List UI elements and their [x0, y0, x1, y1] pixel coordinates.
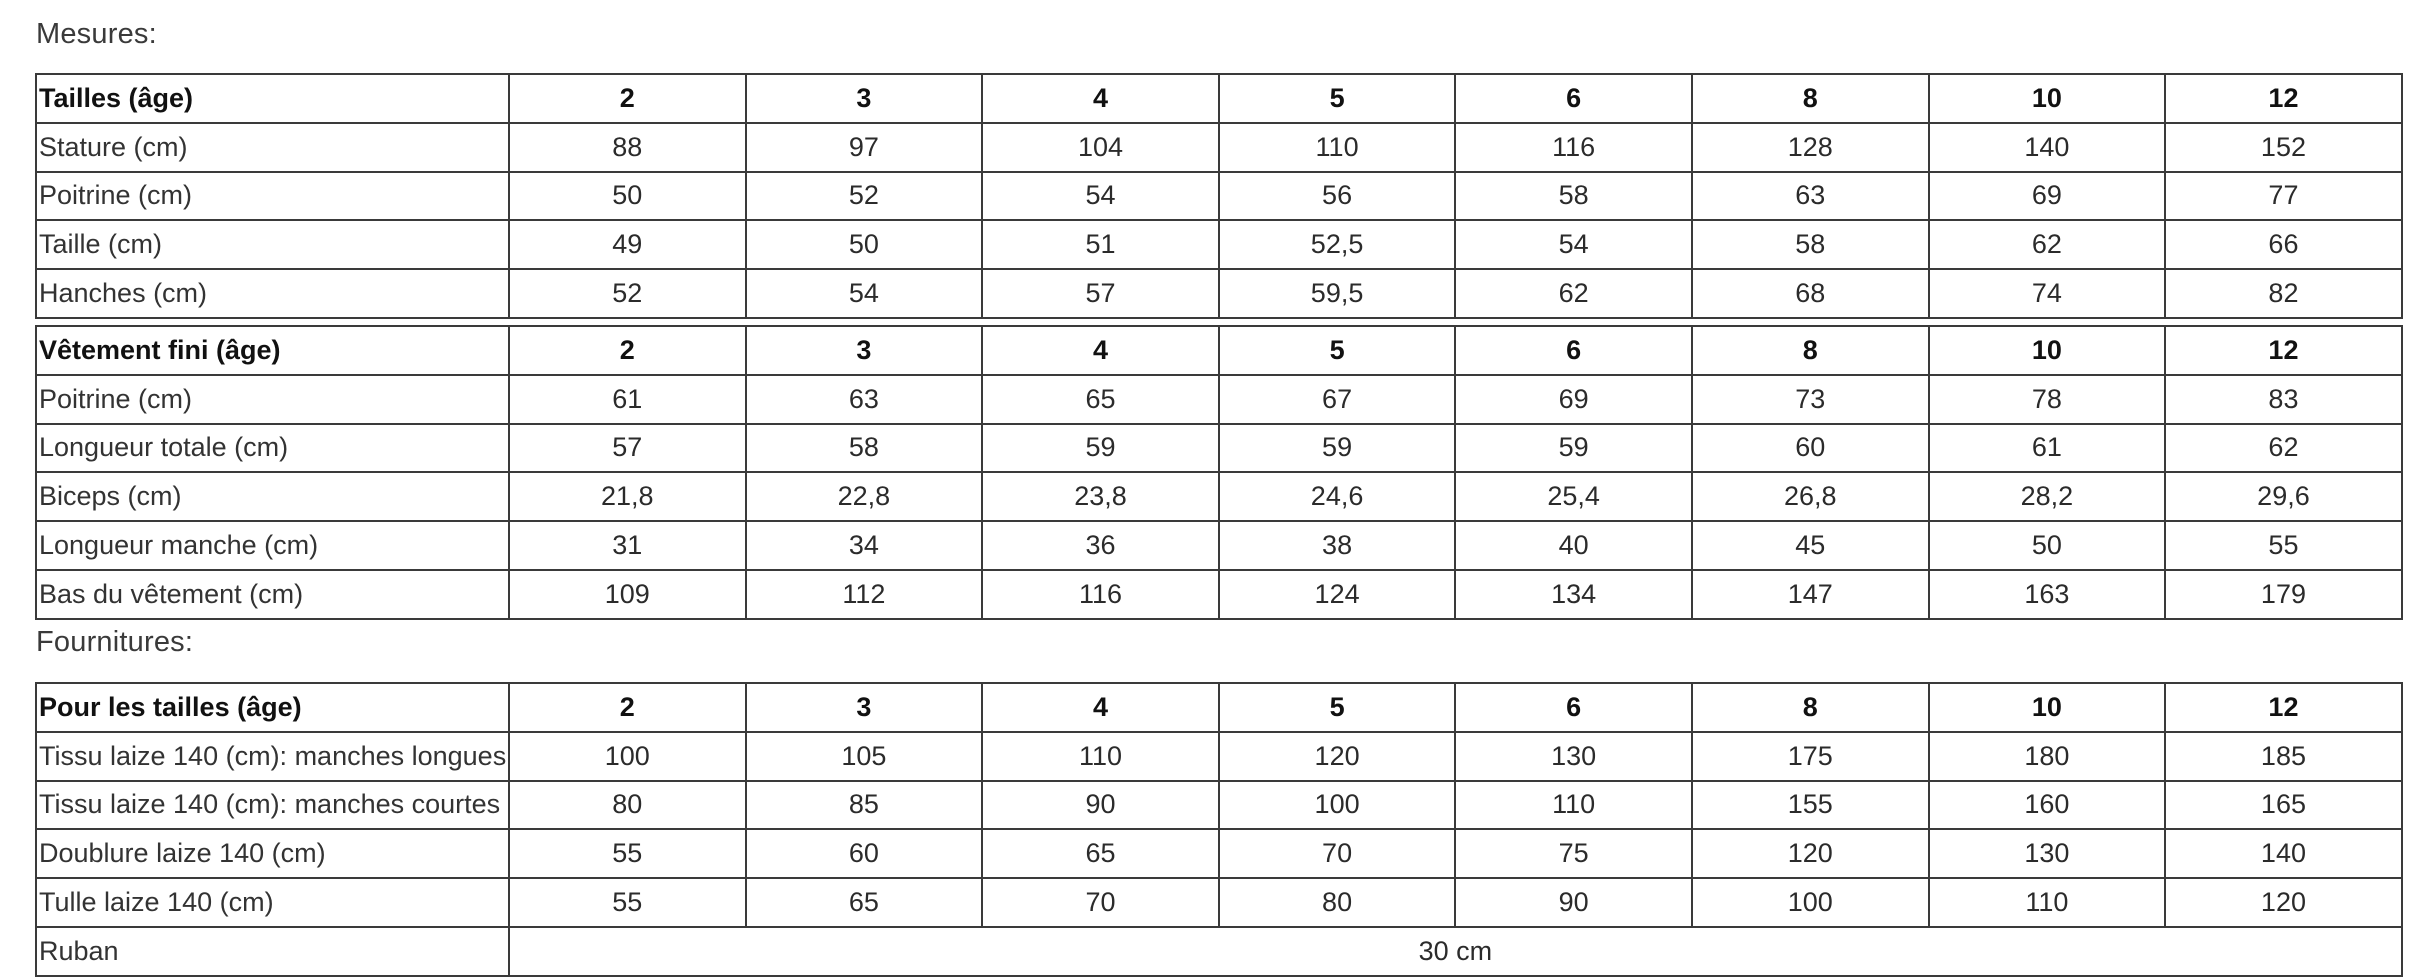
- value-cell: 116: [982, 570, 1219, 619]
- value-cell: 97: [746, 123, 983, 172]
- header-cell-size: 3: [746, 74, 983, 123]
- value-cell: 54: [982, 172, 1219, 221]
- value-cell: 110: [982, 732, 1219, 781]
- value-cell: 26,8: [1692, 472, 1929, 521]
- value-cell: 110: [1455, 781, 1692, 830]
- table-row: [36, 829, 2402, 878]
- value-cell: 100: [1692, 878, 1929, 927]
- value-cell: 180: [1929, 732, 2166, 781]
- value-cell: 130: [1929, 829, 2166, 878]
- value-cell: 57: [509, 424, 746, 473]
- value-cell: 22,8: [746, 472, 983, 521]
- header-cell-size: 5: [1219, 74, 1456, 123]
- table-mesures: [35, 73, 2403, 319]
- value-cell: 63: [746, 375, 983, 424]
- value-cell: 45: [1692, 521, 1929, 570]
- value-cell: 58: [746, 424, 983, 473]
- header-cell-size: 10: [1929, 683, 2166, 732]
- value-cell: 179: [2165, 570, 2402, 619]
- value-cell: 65: [982, 829, 1219, 878]
- value-cell: 73: [1692, 375, 1929, 424]
- value-cell: 110: [1929, 878, 2166, 927]
- table-row: [36, 570, 2402, 619]
- value-cell: 110: [1219, 123, 1456, 172]
- value-cell: 68: [1692, 269, 1929, 318]
- value-cell: 75: [1455, 829, 1692, 878]
- value-cell: 165: [2165, 781, 2402, 830]
- row-label-cell: Tissu laize 140 (cm): manches courtes: [36, 781, 509, 830]
- value-cell: 120: [2165, 878, 2402, 927]
- value-cell: 36: [982, 521, 1219, 570]
- header-cell-size: 12: [2165, 326, 2402, 375]
- header-cell-size: 2: [509, 683, 746, 732]
- value-cell: 69: [1455, 375, 1692, 424]
- value-cell: 104: [982, 123, 1219, 172]
- header-cell-size: 3: [746, 326, 983, 375]
- value-cell: 25,4: [1455, 472, 1692, 521]
- value-cell: 52: [509, 269, 746, 318]
- value-cell: 80: [509, 781, 746, 830]
- value-cell: 59: [982, 424, 1219, 473]
- value-cell: 83: [2165, 375, 2402, 424]
- table-header-row: [36, 683, 2402, 732]
- table-row: [36, 123, 2402, 172]
- header-cell-size: 2: [509, 326, 746, 375]
- value-cell: 21,8: [509, 472, 746, 521]
- value-cell: 23,8: [982, 472, 1219, 521]
- section-label-mesures: Mesures:: [36, 18, 157, 50]
- value-cell: 109: [509, 570, 746, 619]
- value-cell: 60: [746, 829, 983, 878]
- header-cell-size: 8: [1692, 683, 1929, 732]
- value-cell: 52,5: [1219, 220, 1456, 269]
- row-label-cell: Hanches (cm): [36, 269, 509, 318]
- header-cell-size: 10: [1929, 326, 2166, 375]
- value-cell: 28,2: [1929, 472, 2166, 521]
- row-label-cell: Longueur manche (cm): [36, 521, 509, 570]
- value-cell: 124: [1219, 570, 1456, 619]
- value-cell: 55: [2165, 521, 2402, 570]
- row-label-cell: Tulle laize 140 (cm): [36, 878, 509, 927]
- row-label-cell: Poitrine (cm): [36, 375, 509, 424]
- row-label-cell: Bas du vêtement (cm): [36, 570, 509, 619]
- value-cell: 61: [509, 375, 746, 424]
- value-cell: 55: [509, 829, 746, 878]
- value-cell: 163: [1929, 570, 2166, 619]
- value-cell: 82: [2165, 269, 2402, 318]
- table-row: [36, 521, 2402, 570]
- ruban-value-cell: 30 cm: [509, 927, 2402, 976]
- row-label-cell: Longueur totale (cm): [36, 424, 509, 473]
- value-cell: 57: [982, 269, 1219, 318]
- value-cell: 128: [1692, 123, 1929, 172]
- value-cell: 69: [1929, 172, 2166, 221]
- value-cell: 85: [746, 781, 983, 830]
- value-cell: 62: [1929, 220, 2166, 269]
- value-cell: 50: [509, 172, 746, 221]
- value-cell: 152: [2165, 123, 2402, 172]
- table-fournitures: [35, 682, 2403, 977]
- table-row: [36, 172, 2402, 221]
- value-cell: 116: [1455, 123, 1692, 172]
- value-cell: 58: [1455, 172, 1692, 221]
- row-label-cell: Doublure laize 140 (cm): [36, 829, 509, 878]
- header-cell-size: 10: [1929, 74, 2166, 123]
- row-label-cell: Ruban: [36, 927, 509, 976]
- value-cell: 90: [1455, 878, 1692, 927]
- table-header-row: [36, 74, 2402, 123]
- value-cell: 31: [509, 521, 746, 570]
- value-cell: 65: [982, 375, 1219, 424]
- row-label-cell: Stature (cm): [36, 123, 509, 172]
- table-header-row: [36, 326, 2402, 375]
- section-label-fournitures: Fournitures:: [36, 626, 194, 658]
- table-row: [36, 878, 2402, 927]
- value-cell: 175: [1692, 732, 1929, 781]
- header-cell-label: Tailles (âge): [36, 74, 509, 123]
- value-cell: 52: [746, 172, 983, 221]
- value-cell: 40: [1455, 521, 1692, 570]
- header-cell-label: Vêtement fini (âge): [36, 326, 509, 375]
- header-cell-size: 3: [746, 683, 983, 732]
- value-cell: 59,5: [1219, 269, 1456, 318]
- value-cell: 100: [1219, 781, 1456, 830]
- value-cell: 34: [746, 521, 983, 570]
- row-label-cell: Tissu laize 140 (cm): manches longues: [36, 732, 509, 781]
- value-cell: 58: [1692, 220, 1929, 269]
- value-cell: 65: [746, 878, 983, 927]
- header-cell-size: 6: [1455, 683, 1692, 732]
- table-row: [36, 732, 2402, 781]
- value-cell: 29,6: [2165, 472, 2402, 521]
- value-cell: 62: [2165, 424, 2402, 473]
- value-cell: 147: [1692, 570, 1929, 619]
- value-cell: 49: [509, 220, 746, 269]
- table-row: [36, 781, 2402, 830]
- header-cell-size: 6: [1455, 74, 1692, 123]
- value-cell: 100: [509, 732, 746, 781]
- value-cell: 134: [1455, 570, 1692, 619]
- table-row: [36, 220, 2402, 269]
- value-cell: 155: [1692, 781, 1929, 830]
- value-cell: 90: [982, 781, 1219, 830]
- value-cell: 80: [1219, 878, 1456, 927]
- value-cell: 74: [1929, 269, 2166, 318]
- value-cell: 66: [2165, 220, 2402, 269]
- table-row: [36, 375, 2402, 424]
- value-cell: 50: [746, 220, 983, 269]
- value-cell: 140: [1929, 123, 2166, 172]
- value-cell: 88: [509, 123, 746, 172]
- value-cell: 38: [1219, 521, 1456, 570]
- header-cell-label: Pour les tailles (âge): [36, 683, 509, 732]
- value-cell: 70: [982, 878, 1219, 927]
- header-cell-size: 2: [509, 74, 746, 123]
- value-cell: 112: [746, 570, 983, 619]
- value-cell: 59: [1455, 424, 1692, 473]
- row-label-cell: Poitrine (cm): [36, 172, 509, 221]
- value-cell: 24,6: [1219, 472, 1456, 521]
- value-cell: 185: [2165, 732, 2402, 781]
- value-cell: 77: [2165, 172, 2402, 221]
- table-vetement-fini: [35, 325, 2403, 620]
- table-row-ruban: [36, 927, 2402, 976]
- header-cell-size: 12: [2165, 683, 2402, 732]
- value-cell: 62: [1455, 269, 1692, 318]
- header-cell-size: 5: [1219, 326, 1456, 375]
- value-cell: 54: [746, 269, 983, 318]
- header-cell-size: 12: [2165, 74, 2402, 123]
- table-row: [36, 269, 2402, 318]
- header-cell-size: 4: [982, 74, 1219, 123]
- value-cell: 61: [1929, 424, 2166, 473]
- value-cell: 70: [1219, 829, 1456, 878]
- value-cell: 54: [1455, 220, 1692, 269]
- value-cell: 120: [1692, 829, 1929, 878]
- header-cell-size: 8: [1692, 326, 1929, 375]
- value-cell: 51: [982, 220, 1219, 269]
- table-row: [36, 424, 2402, 473]
- header-cell-size: 8: [1692, 74, 1929, 123]
- value-cell: 78: [1929, 375, 2166, 424]
- value-cell: 50: [1929, 521, 2166, 570]
- value-cell: 140: [2165, 829, 2402, 878]
- value-cell: 59: [1219, 424, 1456, 473]
- value-cell: 63: [1692, 172, 1929, 221]
- header-cell-size: 6: [1455, 326, 1692, 375]
- row-label-cell: Taille (cm): [36, 220, 509, 269]
- table-row: [36, 472, 2402, 521]
- value-cell: 60: [1692, 424, 1929, 473]
- value-cell: 55: [509, 878, 746, 927]
- value-cell: 67: [1219, 375, 1456, 424]
- header-cell-size: 5: [1219, 683, 1456, 732]
- value-cell: 120: [1219, 732, 1456, 781]
- value-cell: 160: [1929, 781, 2166, 830]
- row-label-cell: Biceps (cm): [36, 472, 509, 521]
- header-cell-size: 4: [982, 683, 1219, 732]
- header-cell-size: 4: [982, 326, 1219, 375]
- value-cell: 130: [1455, 732, 1692, 781]
- value-cell: 105: [746, 732, 983, 781]
- value-cell: 56: [1219, 172, 1456, 221]
